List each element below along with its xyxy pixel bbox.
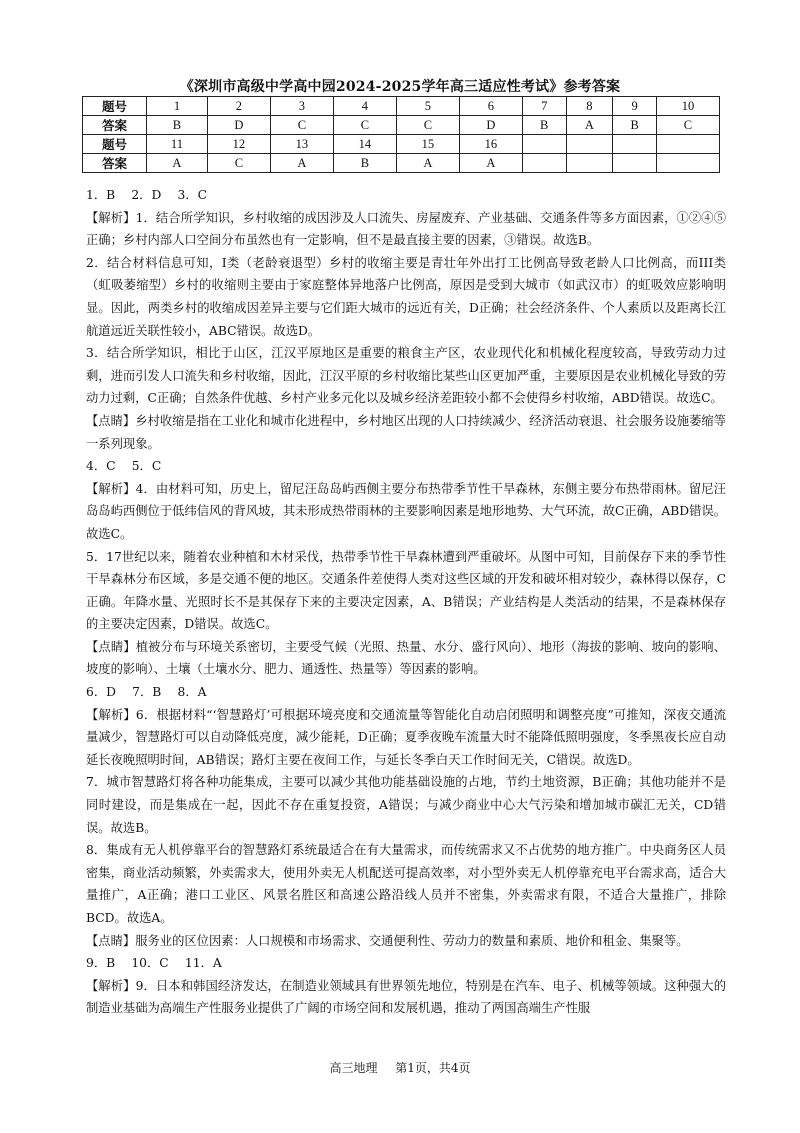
answer-cell	[613, 135, 657, 154]
answer-cell: B	[613, 116, 657, 135]
answer-cell: A	[270, 154, 333, 173]
answer-cell	[522, 154, 566, 173]
answer-cell: 11	[147, 135, 208, 154]
answer-cell: D	[459, 116, 522, 135]
answer-cell: 10	[656, 97, 719, 116]
explanation-paragraph: 【解析】6．根据材料“‘智慧路灯’可根据环境亮度和交通流量等智能化自动启闭照明和调整亮度”可推知，深夜交通流量减少，智慧路灯可以自动降低亮度，减少能耗，D正确；夏季夜晚车流量大时不能降低照明强度，冬季黑夜长应自动延长夜晚照明时间，AB错误；路灯主要在夜间工作，与延长冬季白天工作时间无关，C错误。故选D。	[86, 707, 726, 767]
answer-cell: D	[207, 116, 270, 135]
row-header: 答案	[83, 154, 147, 173]
answer-table-row	[83, 116, 720, 135]
explanation-paragraph: 【点睛】乡村收缩是指在工业化和城市化进程中，乡村地区出现的人口持续减少、经济活动衰退、社会服务设施萎缩等一系列现象。	[86, 413, 726, 451]
explanation-paragraph: 1．B 2．D 3．C	[86, 188, 208, 202]
explanation-paragraph: 9．B 10．C 11．A	[86, 956, 222, 971]
answer-table-row	[83, 97, 720, 116]
answer-cell: 2	[207, 97, 270, 116]
answer-cell: B	[522, 116, 566, 135]
answer-cell: C	[270, 116, 333, 135]
explanation-paragraph: 7．城市智慧路灯将各种功能集成，主要可以减少其他功能基础设施的占地，节约土地资源，B正确；其他功能并不是同时建设，而是集成在一起，因此不存在重复投资，A错误；与减少商业中心大气污染和增加城市碳汇无关，CD错误。故选B。	[86, 775, 726, 835]
answer-cell: C	[207, 154, 270, 173]
explanation-paragraph: 【点睛】植被分布与环境关系密切，主要受气候（光照、热量、水分、盛行风向）、地形（海拔的影响、坡向的影响、坡度的影响）、土壤（土壤水分、肥力、通透性、热量等）等因素的影响。	[86, 639, 726, 677]
answer-cell	[656, 154, 719, 173]
answer-cell: C	[656, 116, 719, 135]
answer-cell: 13	[270, 135, 333, 154]
answer-cell: 12	[207, 135, 270, 154]
answer-cell: C	[396, 116, 459, 135]
answer-cell: 9	[613, 97, 657, 116]
explanation-paragraph: 【点睛】服务业的区位因素：人口规模和市场需求、交通便利性、劳动力的数量和素质、地价和租金、集聚等。	[86, 933, 689, 948]
footer-page-number: 第1页，共4页	[395, 1061, 471, 1075]
answer-cell: 7	[522, 97, 566, 116]
answer-cell: 1	[147, 97, 208, 116]
answer-cell: A	[566, 116, 613, 135]
answer-table	[82, 96, 720, 173]
answer-cell	[566, 154, 613, 173]
answer-cell: A	[459, 154, 522, 173]
answer-cell: 6	[459, 97, 522, 116]
explanation-paragraph: 4．C 5．C	[86, 459, 162, 474]
answer-cell: 14	[333, 135, 396, 154]
answer-cell: C	[333, 116, 396, 135]
answer-cell: 16	[459, 135, 522, 154]
answer-cell: 4	[333, 97, 396, 116]
explanation-paragraph: 8．集成有无人机停靠平台的智慧路灯系统最适合在有大量需求，而传统需求又不占优势的地方推广。中央商务区人员密集，商业活动频繁，外卖需求大，使用外卖无人机配送可提高效率，对小型外卖无人机停靠充电平台需求高，适合大量推广，A正确；港口工业区、风景名胜区和高速公路沿线人员并不密集，外卖需求有限，不适合大量推广，排除BCD。故选A。	[86, 843, 726, 925]
answer-cell: 15	[396, 135, 459, 154]
answer-table-row	[83, 154, 720, 173]
answer-cell	[566, 135, 613, 154]
explanation-paragraph: 【解析】4．由材料可知，历史上，留尼汪岛岛屿西侧主要分布热带季节性干旱森林，东侧主要分布热带雨林。留尼汪岛岛屿西侧位于低纬信风的背风坡，其未形成热带雨林的主要影响因素是地形地势、大气环流，故C正确，ABD错误。故选C。	[86, 481, 726, 541]
explanation-paragraph: 5．17世纪以来，随着农业种植和木材采伐，热带季节性干旱森林遭到严重破坏。从图中可知，目前保存下来的季节性干旱森林分布区域，多是交通不便的地区。交通条件差使得人类对这些区域的开发和破坏相对较少，森林得以保存，C正确。年降水量、光照时长不是其保存下来的主要决定因素，A、B错误；产业结构是人类活动的结果，不是森林保存的主要决定因素，D错误。故选C。	[86, 549, 726, 632]
answer-cell	[522, 135, 566, 154]
row-header: 题号	[83, 97, 147, 116]
answer-cell	[613, 154, 657, 173]
footer-subject: 高三地理	[329, 1061, 378, 1075]
answer-cell: 5	[396, 97, 459, 116]
explanation-paragraph: 【解析】1．结合所学知识，乡村收缩的成因涉及人口流失、房屋废弃、产业基础、交通条件等多方面因素，①②④⑤正确；乡村内部人口空间分布虽然也有一定影响，但不是最直接主要的因素，③错误。故选B。	[86, 210, 726, 248]
answer-cell: B	[333, 154, 396, 173]
answer-cell: A	[396, 154, 459, 173]
answer-table-row	[83, 135, 720, 154]
row-header: 题号	[83, 135, 147, 154]
explanation-paragraph: 6．D 7．B 8．A	[86, 685, 207, 700]
page-title: 《深圳市高级中学高中园2024-2025学年高三适应性考试》参考答案	[179, 79, 621, 95]
answer-cell: 3	[270, 97, 333, 116]
page-footer	[0, 1059, 800, 1076]
explanation-paragraph: 【解析】9．日本和韩国经济发达，在制造业领域具有世界领先地位，特别是在汽车、电子、机械等领域。这种强大的制造业基础为高端生产性服务业提供了广阔的市场空间和发展机遇，推动了两国高端生产性服	[86, 978, 726, 1016]
explanation-paragraph: 3．结合所学知识，相比于山区，江汉平原地区是重要的粮食主产区，农业现代化和机械化程度较高，导致劳动力过剩，进而引发人口流失和乡村收缩，因此，江汉平原的乡村收缩比某些山区更加严重，主要原因是农业机械化导致的劳动力过剩，C正确；自然条件优越、乡村产业多元化以及城乡经济差距较小都不会使得乡村收缩，ABD错误。故选C。	[86, 346, 726, 406]
answer-cell: 8	[566, 97, 613, 116]
answer-cell: A	[147, 154, 208, 173]
answer-cell	[656, 135, 719, 154]
answer-cell: B	[147, 116, 208, 135]
explanation-paragraph: 2．结合材料信息可知，I类（老龄衰退型）乡村的收缩主要是青壮年外出打工比例高导致老龄人口比例高，而III类（虹吸萎缩型）乡村的收缩则主要由于家庭整体异地落户比例高，原因是受到大城市（如武汉市）的虹吸效应影响明显。因此，两类乡村的收缩成因差异主要与它们距大城市的远近有关，D正确；社会经济条件、个人素质以及距离长江航道远近关联性较小，ABC错误。故选D。	[86, 255, 726, 338]
row-header: 答案	[83, 116, 147, 135]
explanation-body	[86, 184, 726, 1020]
